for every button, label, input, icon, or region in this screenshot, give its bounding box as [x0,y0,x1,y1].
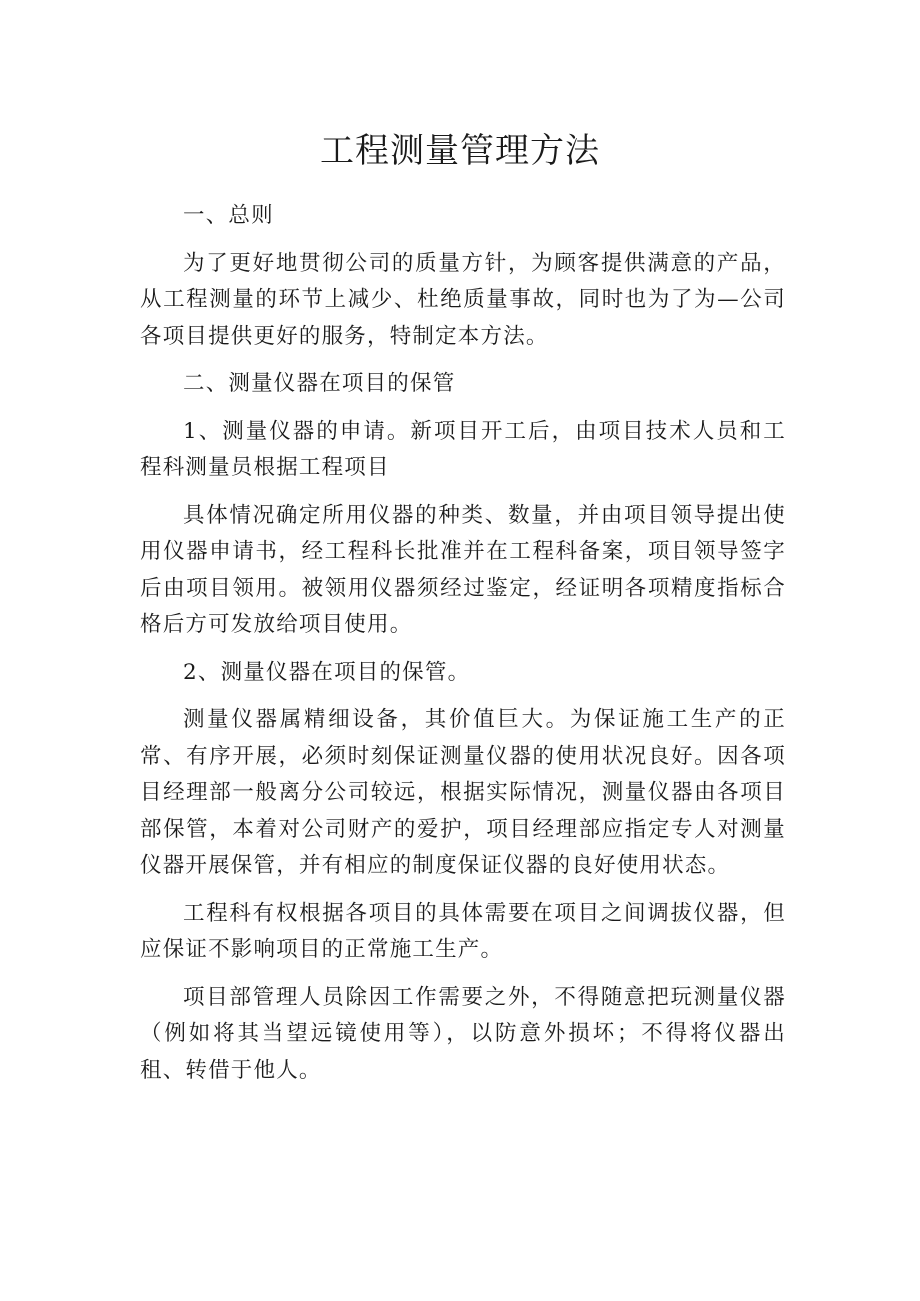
document-body [140,198,786,1100]
paragraph-application-details: 具体情况确定所用仪器的种类、数量，并由项目领导提出使用仪器申请书，经工程科长批准并在工程科备案，项目领导签字后由项目领用。被领用仪器须经过鉴定，经证明各项精度指标合格后方可发放给项目使用。 [140,502,786,637]
paragraph-custody-details: 测量仪器属精细设备，其价值巨大。为保证施工生产的正常、有序开展，必须时刻保证测量仪器的使用状况良好。因各项目经理部一般离分公司较远，根据实际情况，测量仪器由各项目部保管，本着对公司财产的爱护，项目经理部应指定专人对测量仪器开展保管，并有相应的制度保证仪器的良好使用状态。 [140,707,786,878]
paragraph-allocation-rights: 工程科有权根据各项目的具体需要在项目之间调拔仪器，但应保证不影响项目的正常施工生产。 [140,900,786,962]
paragraph-usage-restrictions: 项目部管理人员除因工作需要之外，不得随意把玩测量仪器（例如将其当望远镜使用等），以防意外损坏；不得将仪器出租、转借于他人。 [140,984,786,1083]
paragraph-purpose: 为了更好地贯彻公司的质量方针，为顾客提供满意的产品，从工程测量的环节上减少、杜绝质量事故，同时也为了为—公司各项目提供更好的服务，特制定本方法。 [140,250,786,349]
paragraph-instrument-application: 1、测量仪器的申请。新项目开工后，由项目技术人员和工程科测量员根据工程项目 [140,418,786,480]
section-heading-general: 一、总则 [183,203,274,228]
paragraph-custody-heading: 2、测量仪器在项目的保管。 [183,659,471,685]
document-title: 工程测量管理方法 [320,131,600,171]
section-heading-instrument-custody: 二、测量仪器在项目的保管 [183,371,456,396]
